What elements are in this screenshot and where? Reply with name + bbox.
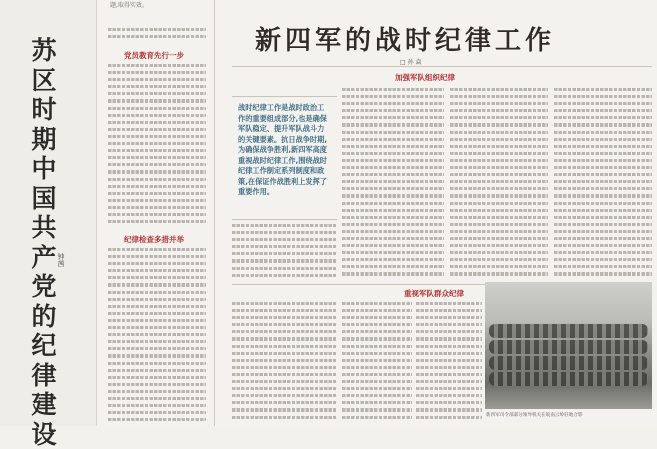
article-byline: □ 孙 焱 <box>400 57 421 66</box>
right-column-text-2 <box>554 86 652 280</box>
title-char: 期 <box>16 125 72 155</box>
title-char: 国 <box>16 184 72 214</box>
left-column-text-2 <box>108 246 206 424</box>
title-char: 律 <box>16 361 72 391</box>
photo-caption: 新四军司令部部分领导机关在皖南云岭驻地合影 <box>486 412 582 418</box>
column-divider <box>214 0 215 426</box>
sidebar-author: 钟茜 <box>56 253 66 267</box>
title-char: 中 <box>16 154 72 184</box>
lower-column-text-1 <box>232 300 336 424</box>
article-title: 新四军的战时纪律工作 <box>255 20 555 57</box>
center-column-text-2 <box>342 86 444 280</box>
title-char: 时 <box>16 95 72 125</box>
subhead-discipline-inspection: 纪律检查多措并举 <box>124 234 184 245</box>
left-column-text-1 <box>108 62 206 232</box>
subhead-organizational-discipline: 加强军队组织纪律 <box>395 72 455 83</box>
subhead-mass-discipline: 重视军队群众纪律 <box>404 288 464 299</box>
center-column-text-1 <box>232 222 336 284</box>
title-char: 苏 <box>16 36 72 66</box>
title-char: 产 <box>16 243 72 273</box>
pull-quote: 战时纪律工作是战时政治工作的重要组成部分,也是确保军队稳定、提升军队战斗力的关键要素。抗日战争时期,为确保战争胜利,新四军高度重视战时纪律工作,围绕战时纪律工作制定系列制度和政策,在保证作战胜利上发挥了重要作用。 <box>238 103 330 198</box>
title-rule <box>232 66 652 67</box>
sidebar-panel <box>0 0 97 426</box>
left-column-top-text <box>108 26 206 46</box>
title-char: 的 <box>16 302 72 332</box>
title-char: 共 <box>16 213 72 243</box>
lower-column-text-2 <box>342 300 412 424</box>
historical-group-photo <box>485 282 652 409</box>
lower-column-text-3 <box>416 300 482 424</box>
sidebar-vertical-title <box>16 36 72 449</box>
subhead-party-education: 党员教育先行一步 <box>124 50 184 61</box>
title-char: 党 <box>16 272 72 302</box>
right-column-text-1 <box>450 86 548 280</box>
title-char: 设 <box>16 420 72 449</box>
title-char: 区 <box>16 66 72 96</box>
title-char: 纪 <box>16 331 72 361</box>
title-char: 建 <box>16 390 72 420</box>
top-text-fragment: 题,取得实效。 <box>110 0 148 9</box>
